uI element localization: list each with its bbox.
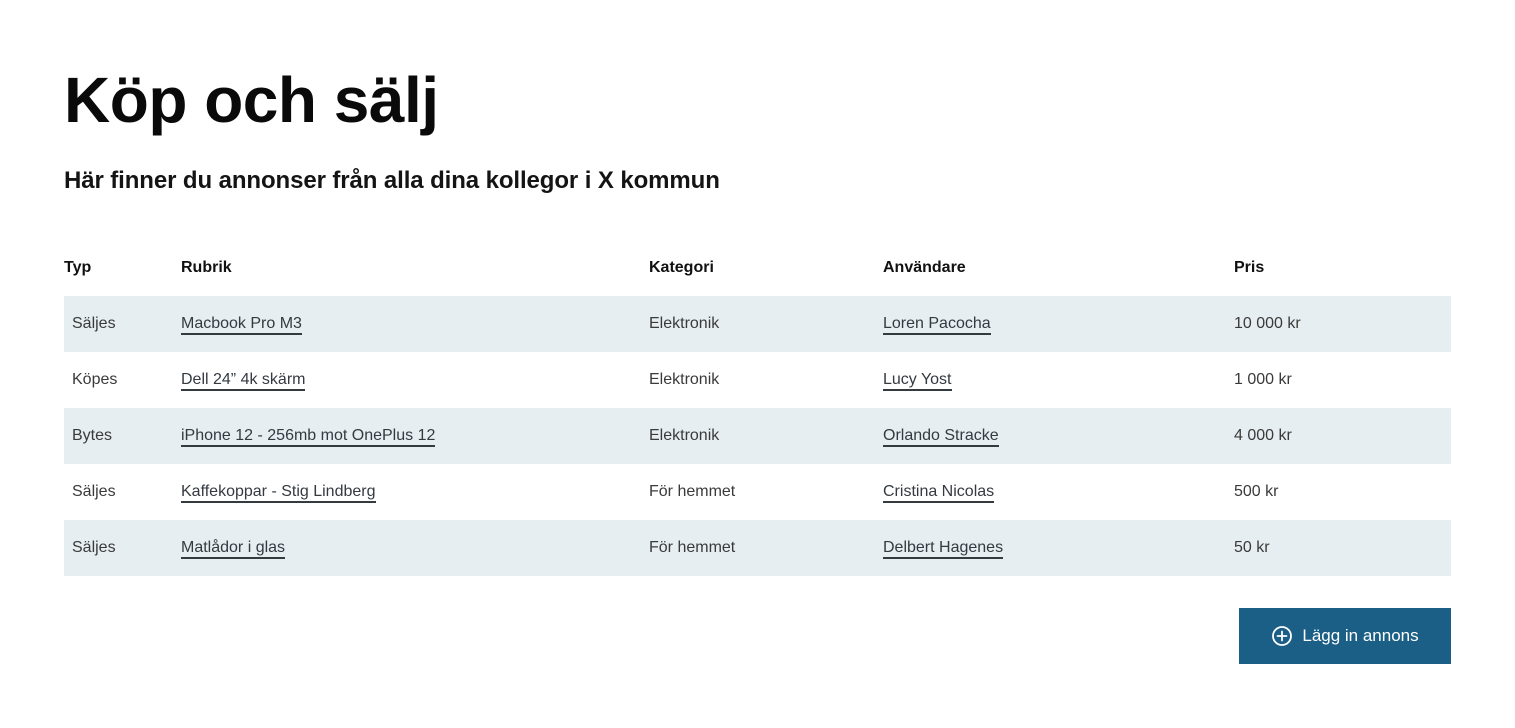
user-link[interactable]: Lucy Yost — [883, 371, 952, 391]
cell-pris: 50 kr — [1234, 539, 1270, 556]
ads-table — [64, 240, 1451, 576]
column-header-kategori: Kategori — [649, 259, 714, 276]
ad-title-link[interactable]: Macbook Pro M3 — [181, 315, 302, 335]
plus-circle-icon — [1271, 625, 1293, 647]
cell-typ: Säljes — [72, 483, 116, 500]
cell-rubrik — [181, 352, 649, 408]
ad-title-link[interactable]: Matlådor i glas — [181, 539, 285, 559]
page-title: Köp och sälj — [64, 64, 439, 136]
table-row — [64, 352, 1451, 408]
column-header-anvandare: Användare — [883, 259, 966, 276]
table-row — [64, 296, 1451, 352]
cell-kategori: För hemmet — [649, 539, 736, 556]
ad-title-link[interactable]: Dell 24” 4k skärm — [181, 371, 305, 391]
cell-anvandare — [883, 464, 1234, 520]
cell-typ: Köpes — [72, 371, 118, 388]
ad-title-link[interactable]: iPhone 12 - 256mb mot OnePlus 12 — [181, 427, 435, 447]
cell-pris: 500 kr — [1234, 483, 1279, 500]
table-header-row — [64, 240, 1451, 296]
cell-typ: Bytes — [72, 427, 113, 444]
table-row — [64, 520, 1451, 576]
page-subtitle: Här finner du annonser från alla dina kollegor i X kommun — [64, 167, 720, 194]
table-header — [64, 240, 1451, 296]
add-ad-button[interactable] — [1239, 608, 1451, 664]
cell-rubrik — [181, 296, 649, 352]
user-link[interactable]: Delbert Hagenes — [883, 539, 1003, 559]
column-header-typ: Typ — [64, 259, 92, 276]
user-link[interactable]: Loren Pacocha — [883, 315, 991, 335]
column-header-pris: Pris — [1234, 259, 1265, 276]
user-link[interactable]: Cristina Nicolas — [883, 483, 994, 503]
cell-rubrik — [181, 520, 649, 576]
ad-title-link[interactable]: Kaffekoppar - Stig Lindberg — [181, 483, 376, 503]
column-header-rubrik: Rubrik — [181, 259, 232, 276]
cell-anvandare — [883, 408, 1234, 464]
cell-kategori: Elektronik — [649, 427, 720, 444]
cell-rubrik — [181, 408, 649, 464]
table-row — [64, 464, 1451, 520]
cell-kategori: Elektronik — [649, 371, 720, 388]
cell-anvandare — [883, 296, 1234, 352]
cell-pris: 10 000 kr — [1234, 315, 1301, 332]
table-body — [64, 296, 1451, 576]
cell-typ: Säljes — [72, 315, 116, 332]
table-row — [64, 408, 1451, 464]
cell-pris: 1 000 kr — [1234, 371, 1292, 388]
cell-typ: Säljes — [72, 539, 116, 556]
cell-kategori: För hemmet — [649, 483, 736, 500]
add-ad-button-label: Lägg in annons — [1302, 626, 1419, 645]
cell-kategori: Elektronik — [649, 315, 720, 332]
cell-rubrik — [181, 464, 649, 520]
cell-anvandare — [883, 520, 1234, 576]
user-link[interactable]: Orlando Stracke — [883, 427, 999, 447]
cell-pris: 4 000 kr — [1234, 427, 1292, 444]
cell-anvandare — [883, 352, 1234, 408]
